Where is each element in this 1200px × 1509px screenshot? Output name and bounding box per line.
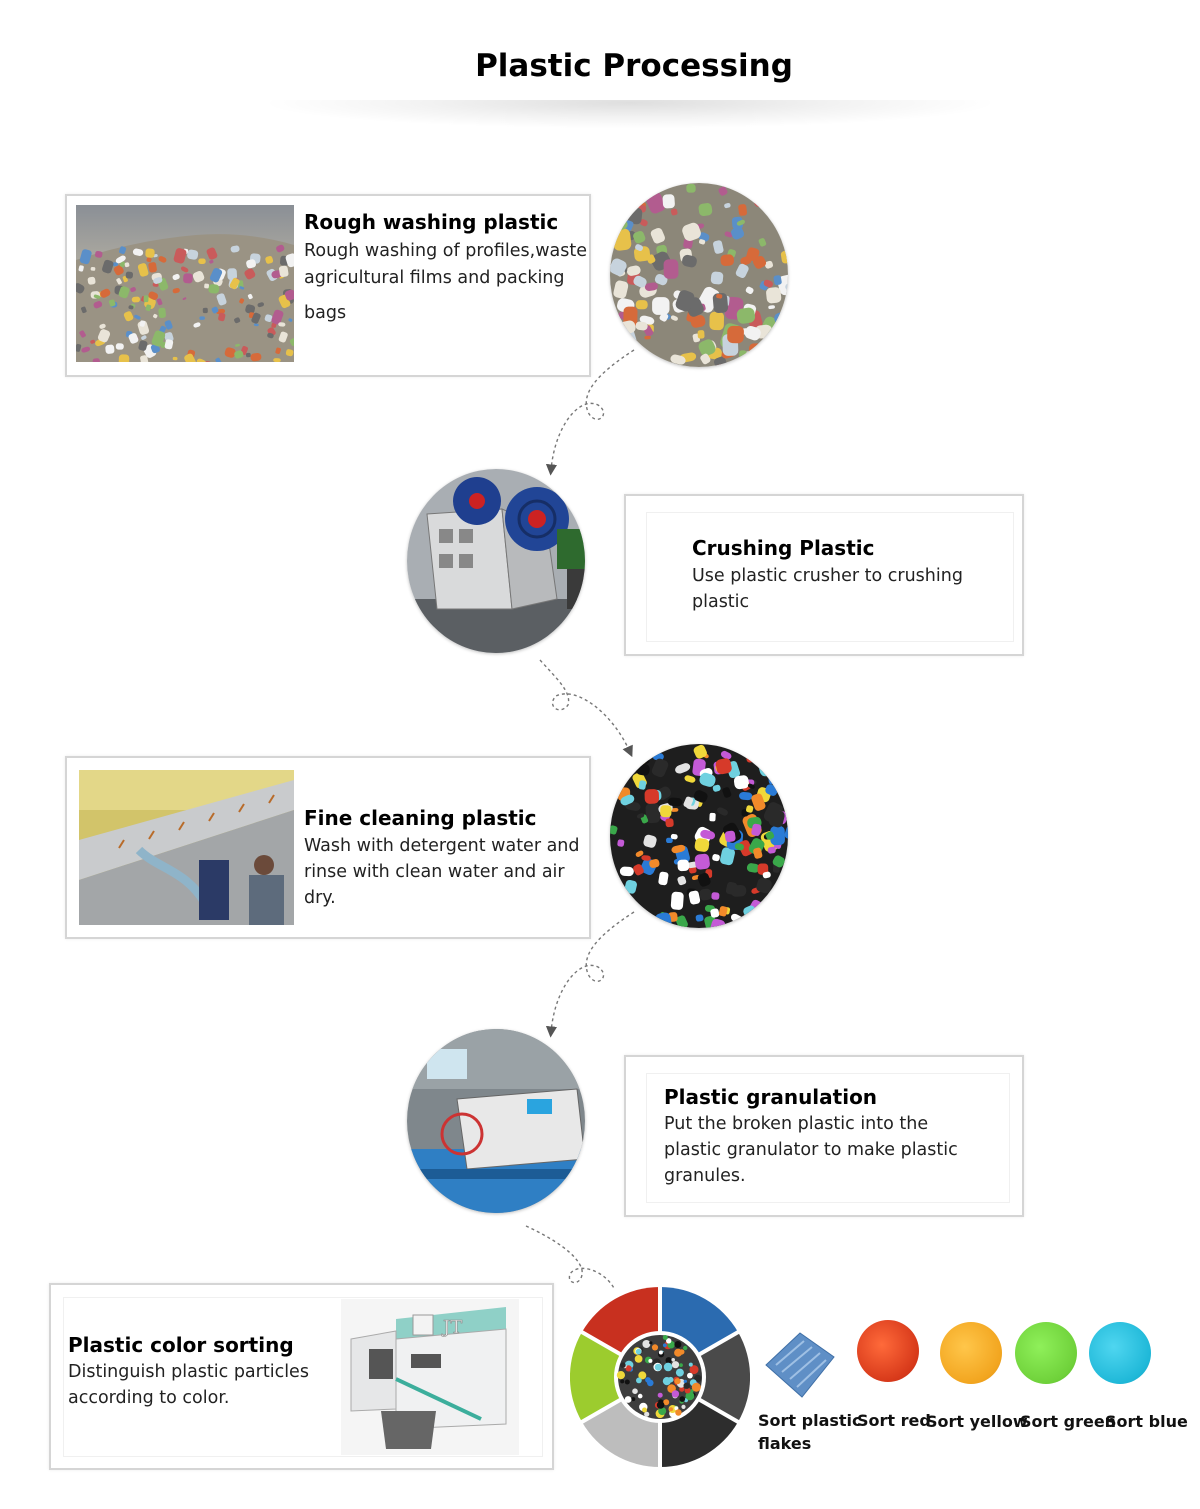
machine-badge: JT — [443, 1317, 463, 1338]
step-card-fine-cleaning — [65, 756, 591, 939]
step-card-crushing — [624, 494, 1024, 656]
step-title: Plastic granulation — [664, 1085, 878, 1109]
step-title: Fine cleaning plastic — [304, 806, 537, 830]
sort-output-label: Sort yellow — [926, 1412, 1028, 1431]
granulator-circle-photo — [407, 1029, 585, 1213]
sort-green-granule-icon — [1015, 1322, 1077, 1384]
flow-arrow-4 — [526, 1226, 615, 1290]
plastic-crusher-circle-photo — [407, 469, 585, 653]
step-description-line: agricultural films and packing — [304, 268, 565, 288]
step-description-line: bags — [304, 303, 347, 323]
step-description-line: Rough washing of profiles,waste — [304, 241, 587, 261]
page-title: Plastic Processing — [475, 48, 793, 84]
step-description-line: Distinguish plastic particles — [68, 1362, 309, 1382]
step-card-rough-washing — [65, 194, 591, 377]
step-description — [664, 1111, 1004, 1189]
washing-line-photo — [79, 770, 294, 925]
step-description — [692, 563, 1012, 615]
plastic-waste-circle-photo — [610, 183, 788, 367]
sort-output-label — [758, 1409, 862, 1455]
step-title: Plastic color sorting — [68, 1333, 294, 1357]
sort-output-label: Sort blue — [1105, 1412, 1188, 1431]
sort-output-label: Sort green — [1020, 1412, 1117, 1431]
color-sorter-machine-photo — [341, 1299, 519, 1455]
step-description-line: plastic granulator to make plastic — [664, 1140, 958, 1160]
step-description-line: plastic — [692, 592, 750, 612]
step-title: Crushing Plastic — [692, 536, 875, 560]
color-sorting-wheel — [570, 1285, 750, 1470]
step-card-color-sorting — [49, 1283, 554, 1470]
plastic-flakes-circle-photo — [610, 744, 788, 928]
sort-output-label: Sort red — [857, 1411, 931, 1430]
step-description-line: Put the broken plastic into the — [664, 1114, 929, 1134]
step-description — [304, 238, 589, 327]
sort-label-line: flakes — [758, 1434, 812, 1453]
sort-red-granule-icon — [857, 1320, 919, 1382]
step-description — [68, 1359, 348, 1411]
step-description-line: Use plastic crusher to crushing — [692, 566, 963, 586]
sort-blue-granule-icon — [1089, 1322, 1151, 1384]
step-card-granulation — [624, 1055, 1024, 1217]
step-title: Rough washing plastic — [304, 210, 559, 234]
step-description-line: dry. — [304, 888, 336, 908]
step-description — [304, 833, 589, 911]
step-description-line: according to color. — [68, 1388, 230, 1408]
title-underline-shadow — [270, 100, 990, 128]
landfill-plastic-photo — [76, 205, 294, 362]
sort-label-line: Sort plastic — [758, 1411, 862, 1430]
sort-flakes-icon — [762, 1327, 838, 1403]
step-description-line: granules. — [664, 1166, 746, 1186]
step-description-line: rinse with clean water and air — [304, 862, 565, 882]
sort-yellow-granule-icon — [940, 1322, 1002, 1384]
step-description-line: Wash with detergent water and — [304, 836, 580, 856]
flow-arrow-2 — [540, 660, 630, 752]
